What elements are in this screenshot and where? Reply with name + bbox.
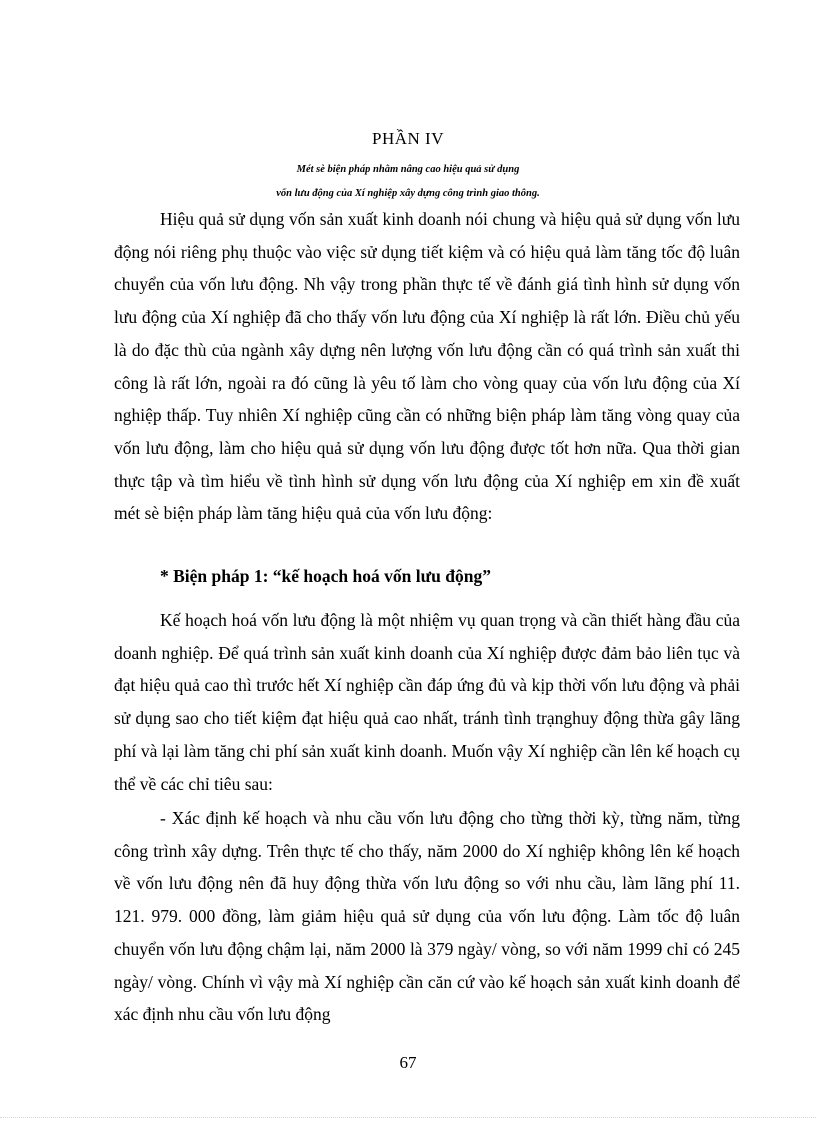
- page-number: 67: [399, 1053, 417, 1072]
- body-block-requirements: [114, 802, 740, 1031]
- part-title: PHẦN IV: [372, 129, 444, 148]
- measure-heading: * Biện pháp 1: “kế hoạch hoá vốn lưu động”: [160, 566, 491, 586]
- paragraph-planning: Kế hoạch hoá vốn lưu động là một nhiệm vụ quan trọng và cần thiết hàng đầu của doanh nghiệp. Để quá trình sản xuất kinh doanh của Xí nghiệp được đảm bảo liên tục và đạt hiệu quả cao thì trước hết Xí nghiệp cần đáp ứng đủ và kịp thời vốn lưu động và phải sử dụng sao cho tiết kiệm đạt hiệu quả cao nhất, tránh tình trạnghuy động thừa gây lãng phí và lại làm tăng chi phí sản xuất kinh doanh. Muốn vậy Xí nghiệp cần lên kế hoạch cụ thể về các chỉ tiêu sau:: [114, 610, 740, 794]
- body-block-intro: [114, 203, 740, 530]
- page-bottom-edge: [0, 1117, 816, 1118]
- section-subtitle-line2: vốn lưu động của Xí nghiệp xây dựng công trình giao thông.: [276, 188, 540, 199]
- section-subtitle-line1: Mét sè biện pháp nhằm nâng cao hiệu quả sử dụng: [296, 164, 520, 175]
- paragraph-requirements: - Xác định kế hoạch và nhu cầu vốn lưu động cho từng thời kỳ, từng năm, từng công trình xây dựng. Trên thực tế cho thấy, năm 2000 do Xí nghiệp không lên kế hoạch về vốn lưu động nên đã huy động thừa vốn lưu động so với nhu cầu, làm lãng phí 11. 121. 979. 000 đồng, làm giảm hiệu quả sử dụng của vốn lưu động. Làm tốc độ luân chuyển vốn lưu động chậm lại, năm 2000 là 379 ngày/ vòng, so với năm 1999 chỉ có 245 ngày/ vòng. Chính vì vậy mà Xí nghiệp cần căn cứ vào kế hoạch sản xuất kinh doanh để xác định nhu cầu vốn lưu động: [114, 808, 740, 1025]
- body-block-planning: [114, 604, 740, 800]
- paragraph-intro: Hiệu quả sử dụng vốn sản xuất kinh doanh nói chung và hiệu quả sử dụng vốn lưu động nói riêng phụ thuộc vào việc sử dụng tiết kiệm và có hiệu quả làm tăng tốc độ luân chuyển của vốn lưu động. Nh vậy trong phần thực tế về đánh giá tình hình sử dụng vốn lưu động của Xí nghiệp đã cho thấy vốn lưu động của Xí nghiệp là rất lớn. Điều chủ yếu là do đặc thù của ngành xây dựng nên lượng vốn lưu động cần có quá trình sản xuất thi công là rất lớn, ngoài ra đó cũng là yêu tố làm cho vòng quay của vốn lưu động của Xí nghiệp thấp. Tuy nhiên Xí nghiệp cũng cần có những biện pháp làm tăng vòng quay của vốn lưu động, làm cho hiệu quả sử dụng vốn lưu động được tốt hơn nữa. Qua thời gian thực tập và tìm hiểu về tình hình sử dụng vốn lưu động của Xí nghiệp em xin đề xuất mét sè biện pháp làm tăng hiệu quả của vốn lưu động:: [114, 209, 740, 524]
